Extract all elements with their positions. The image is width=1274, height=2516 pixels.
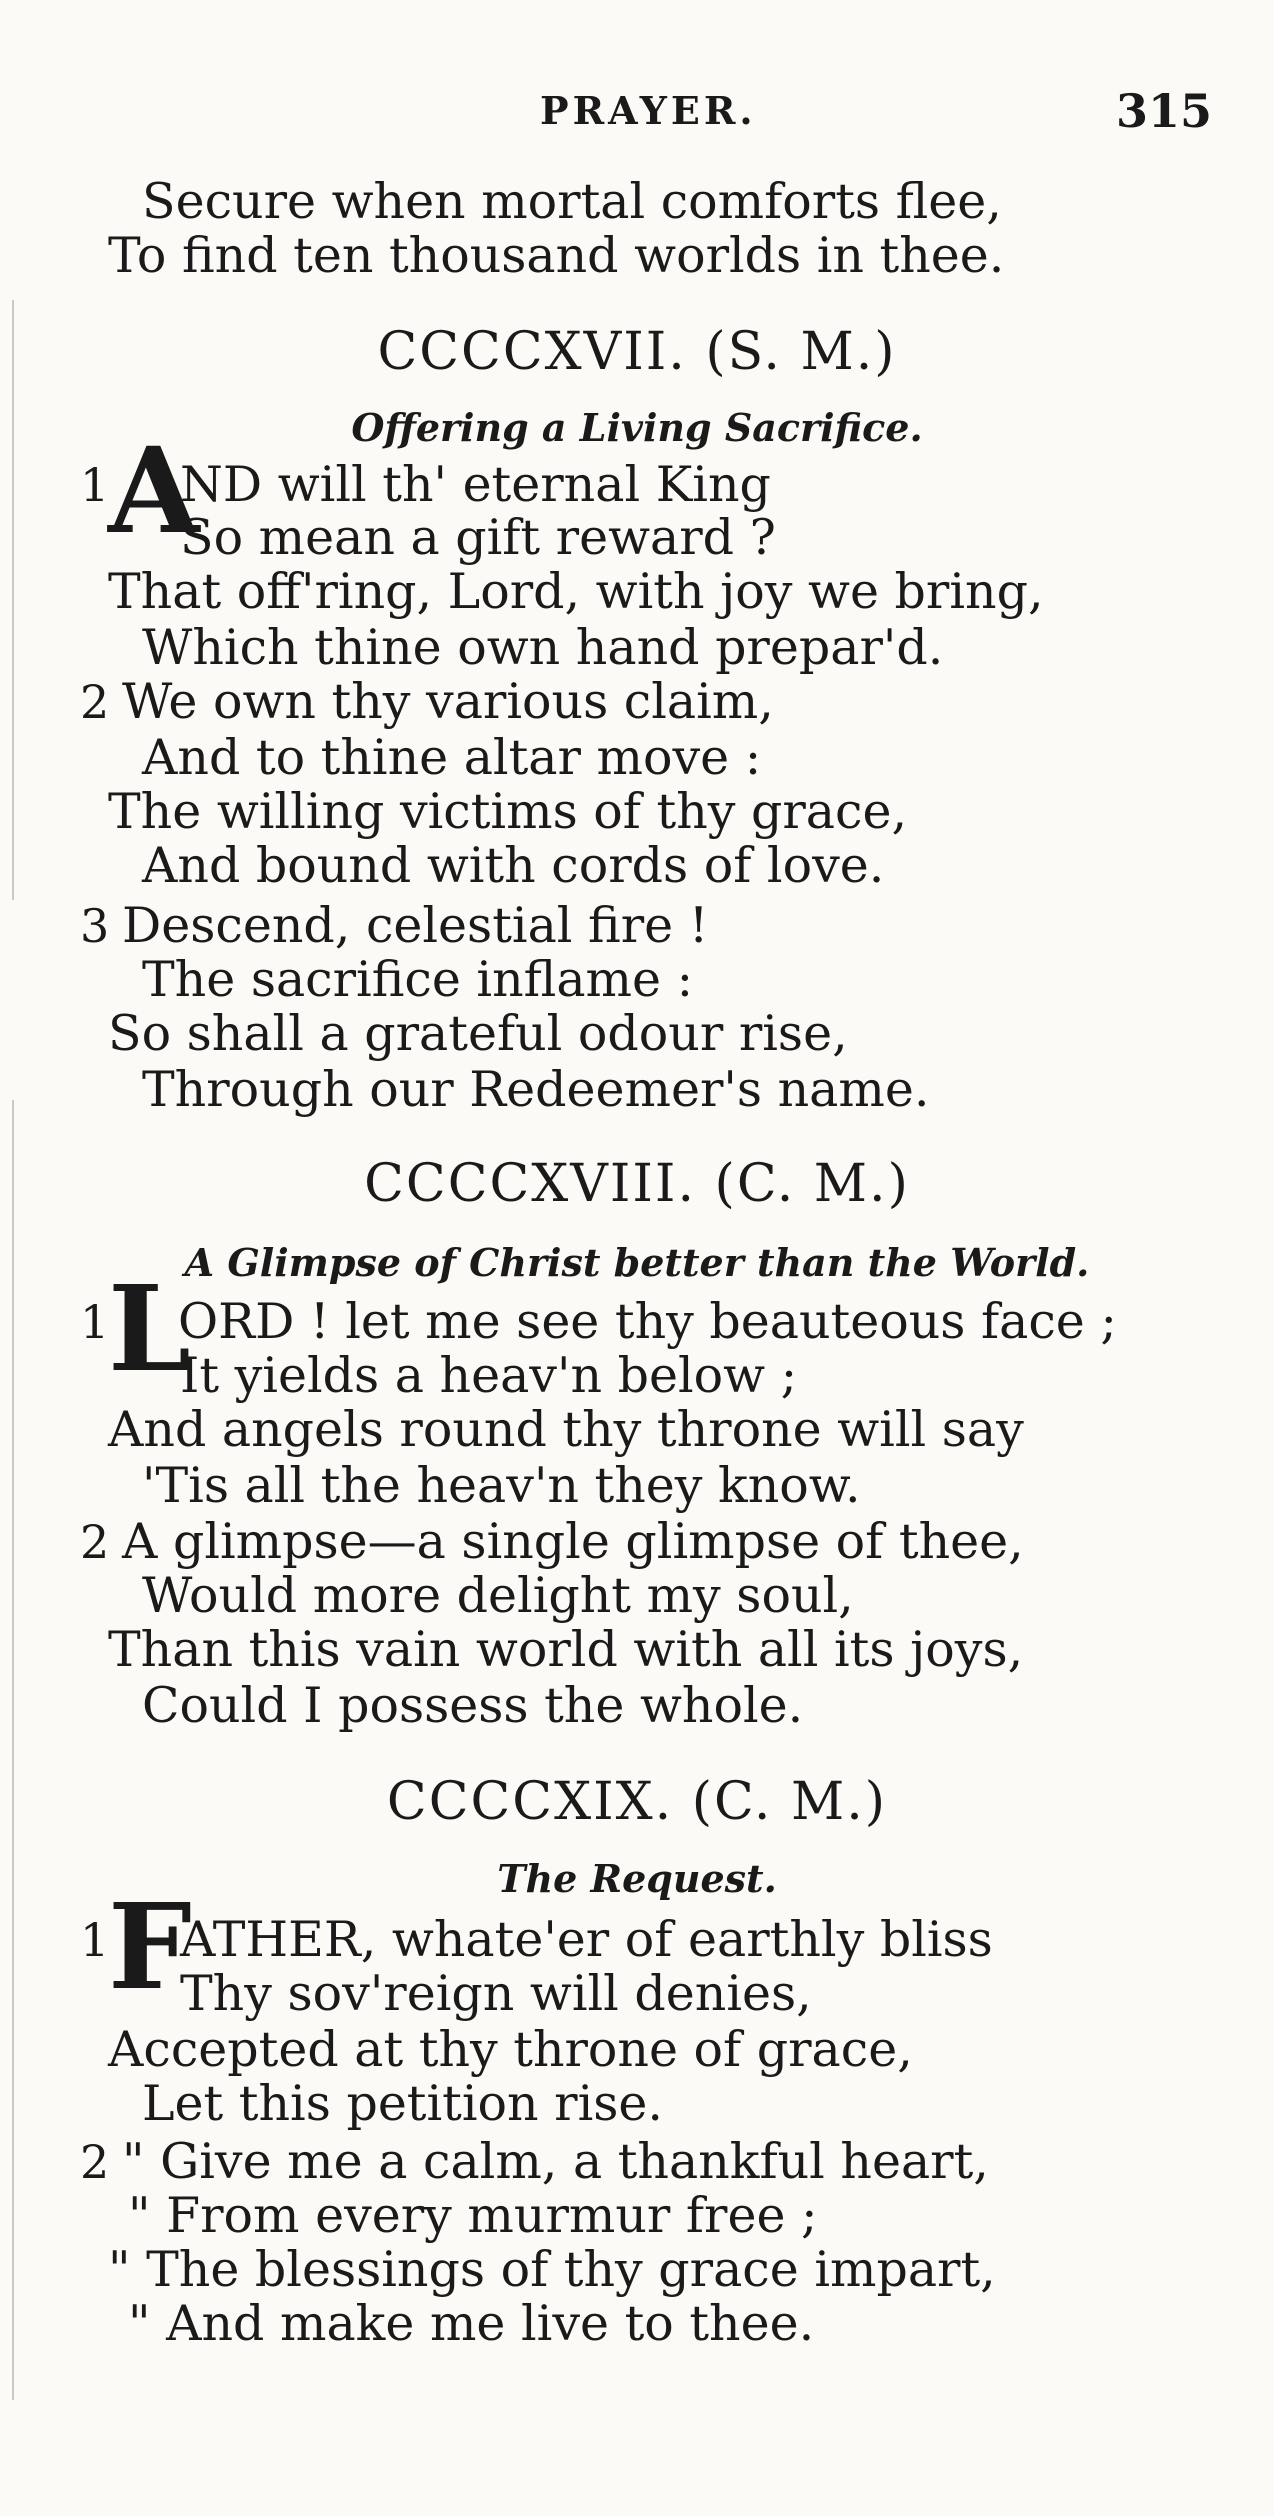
verse-number: 2	[80, 2135, 110, 2189]
hymn-number: CCCCXIX. (C. M.)	[386, 1772, 888, 1832]
hymn-number: CCCCXVIII. (C. M.)	[364, 1154, 910, 1214]
hymn-number: CCCCXVII. (S. M.)	[377, 322, 897, 382]
page-number: 315	[1115, 84, 1212, 138]
verse-line: And angels round thy throne will say	[108, 1401, 1024, 1458]
verse-line: A glimpse—a single glimpse of thee,	[122, 1513, 1024, 1570]
verse-line: We own thy various claim,	[122, 673, 774, 730]
verse-line: And bound with cords of love.	[142, 837, 885, 894]
carryover-line: Secure when mortal comforts flee,	[142, 173, 1002, 230]
verse-line: Than this vain world with all its joys,	[108, 1621, 1024, 1678]
page-edge-shadow	[12, 300, 14, 900]
verse-line: " Give me a calm, a thankful heart,	[122, 2133, 989, 2190]
verse-line: Thy sov'reign will denies,	[180, 1965, 812, 2022]
verse-number: 2	[80, 675, 110, 729]
verse-number: 3	[80, 899, 110, 953]
verse-line: ND will th' eternal King	[180, 456, 771, 513]
carryover-line: To find ten thousand worlds in thee.	[108, 227, 1005, 284]
hymn-title: The Request.	[497, 1856, 777, 1901]
verse-number: 2	[80, 1515, 110, 1569]
verse-line: It yields a heav'n below ;	[180, 1347, 798, 1404]
verse-line: Could I possess the whole.	[142, 1677, 804, 1734]
drop-cap: A	[108, 421, 200, 560]
verse-number: 1	[80, 1913, 110, 1967]
running-title: PRAYER.	[540, 88, 757, 133]
verse-line: Let this petition rise.	[142, 2075, 663, 2132]
verse-line: The sacrifice inflame :	[142, 951, 694, 1008]
verse-number: 1	[80, 458, 110, 512]
verse-line: " From every murmur free ;	[128, 2187, 818, 2244]
drop-cap: F	[108, 1877, 192, 2016]
verse-line: " And make me live to thee.	[128, 2295, 815, 2352]
verse-line: Through our Redeemer's name.	[142, 1061, 930, 1118]
verse-line: ORD ! let me see thy beauteous face ;	[178, 1293, 1117, 1350]
page-edge-shadow	[12, 1100, 14, 2400]
verse-number: 1	[80, 1295, 110, 1349]
hymn-title: A Glimpse of Christ better than the World.	[184, 1240, 1090, 1285]
verse-line: " The blessings of thy grace impart,	[108, 2241, 996, 2298]
verse-line: Descend, celestial fire !	[122, 897, 709, 954]
verse-line: The willing victims of thy grace,	[108, 783, 908, 840]
verse-line: ATHER, whate'er of earthly bliss	[180, 1911, 993, 1968]
verse-line: Accepted at thy throne of grace,	[108, 2021, 913, 2078]
verse-line: And to thine altar move :	[142, 729, 762, 786]
drop-cap: L	[108, 1259, 191, 1398]
verse-line: Would more delight my soul,	[142, 1567, 854, 1624]
verse-line: Which thine own hand prepar'd.	[142, 619, 944, 676]
hymn-title: Offering a Living Sacrifice.	[351, 405, 923, 450]
running-head	[0, 84, 1274, 148]
verse-line: So mean a gift reward ?	[180, 509, 776, 566]
verse-line: So shall a grateful odour rise,	[108, 1005, 848, 1062]
verse-line: That off'ring, Lord, with joy we bring,	[108, 563, 1044, 620]
verse-line: 'Tis all the heav'n they know.	[142, 1457, 861, 1514]
